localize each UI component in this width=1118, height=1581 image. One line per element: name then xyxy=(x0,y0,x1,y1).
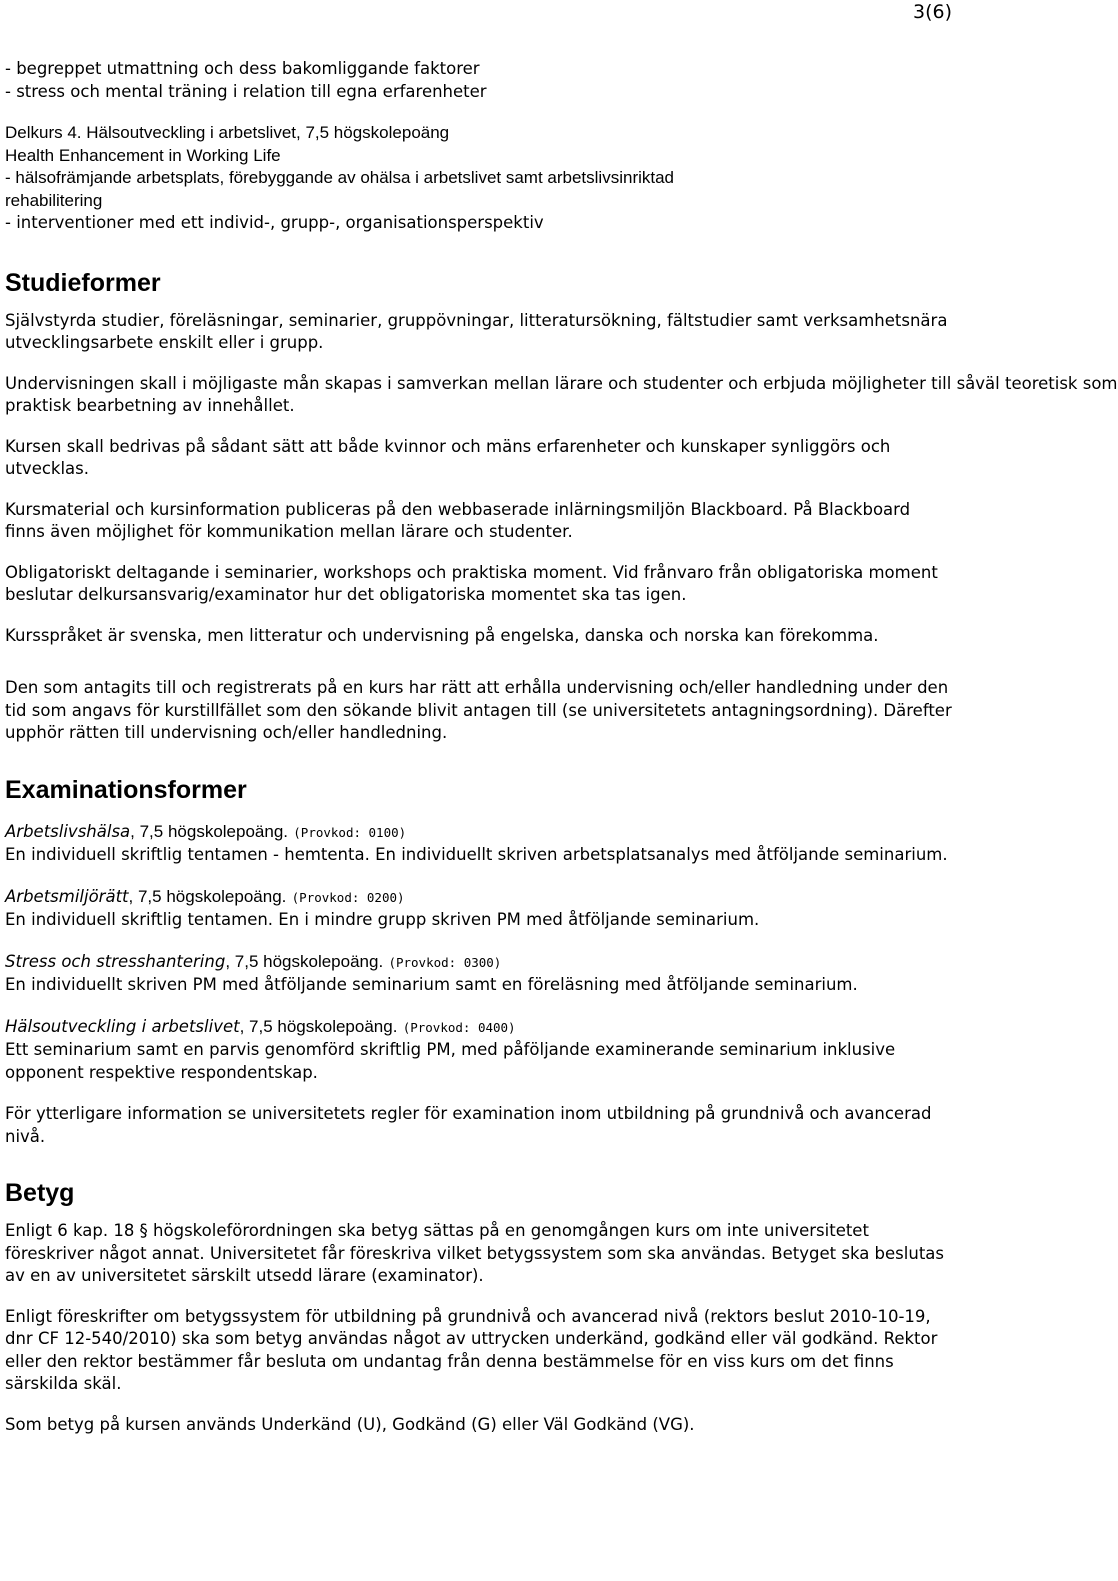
exam-provkod: (Provkod: 0100) xyxy=(293,824,407,840)
exam-credits: , 7,5 högskolepoäng. xyxy=(239,1016,398,1036)
section-heading-betyg: Betyg xyxy=(5,1179,75,1207)
delkurs-english-title: Health Enhancement in Working Life xyxy=(5,145,281,165)
exam-header xyxy=(5,951,955,975)
paragraph: Kursmaterial och kursinformation publiceras på den webbaserade inlärningsmiljön Blackboard. På Blackboard finns även möjlighet för kommunikation mellan lärare och studenter. xyxy=(5,499,911,541)
list-item: - begreppet utmattning och dess bakomliggande faktorer xyxy=(5,59,480,78)
exam-description: En individuellt skriven PM med åtföljande seminarium samt en föreläsning med åtföljande seminarium. xyxy=(5,975,858,994)
delkurs-title: Delkurs 4. Hälsoutveckling i arbetslivet, 7,5 högskolepoäng xyxy=(5,123,450,142)
exam-item xyxy=(5,951,955,997)
paragraph: Enligt föreskrifter om betygssystem för utbildning på grundnivå och avancerad nivå (rektors beslut 2010-10-19, dnr CF 12-540/2010) ska som betyg användas något av uttrycken underkänd, godkänd eller väl godkänd. Rektor eller den rektor bestämmer får besluta om undantag från denna bestämmelse för en viss kurs om det finns särskilda skäl. xyxy=(5,1306,938,1393)
exam-header xyxy=(5,1016,955,1040)
page-number: 3(6) xyxy=(912,1,952,23)
exam-name: Arbetsmiljörätt xyxy=(5,886,129,906)
paragraph: Självstyrda studier, föreläsningar, seminarier, gruppövningar, litteratursökning, fältstudier samt verksamhetsnära utvecklingsarbete enskilt eller i grupp. xyxy=(5,310,948,352)
exam-provkod: (Provkod: 0400) xyxy=(402,1019,516,1035)
exam-provkod: (Provkod: 0200) xyxy=(291,889,405,905)
list-item: - hälsofrämjande arbetsplats, förebyggande av ohälsa i arbetslivet samt arbetslivsinriktad xyxy=(5,168,675,187)
list-item: - interventioner med ett individ-, grupp-, organisationsperspektiv xyxy=(5,213,544,232)
exam-name: Hälsoutveckling i arbetslivet xyxy=(5,1016,240,1036)
document-body xyxy=(5,58,1118,1454)
exam-credits: , 7,5 högskolepoäng. xyxy=(128,886,287,906)
paragraph: Kursspråket är svenska, men litteratur och undervisning på engelska, danska och norska kan förekomma. xyxy=(5,625,879,645)
paragraph: Enligt 6 kap. 18 § högskoleförordningen ska betyg sättas på en genomgången kurs om inte universitetet föreskriver något annat. Universitetet får föreskriva vilket betygssystem som ska användas. Betyget ska beslutas av en av universitetet särskilt utsedd lärare (examinator). xyxy=(5,1221,945,1285)
paragraph: Kursen skall bedrivas på sådant sätt att både kvinnor och mäns erfarenheter och kunskaper synliggörs och utvecklas. xyxy=(5,436,891,478)
exam-description: En individuell skriftlig tentamen. En i mindre grupp skriven PM med åtföljande seminarium. xyxy=(5,910,760,929)
paragraph-line: Undervisningen skall i möjligaste mån skapas i samverkan mellan lärare och studenter och erbjuda möjligheter till såväl teoretisk som xyxy=(5,373,1118,393)
list-item-continuation: rehabilitering xyxy=(5,190,103,210)
exam-description: Ett seminarium samt en parvis genomförd skriftlig PM, med påföljande examinerande seminarium inklusive opponent respektive respondentskap. xyxy=(5,1040,896,1082)
section-heading-examinationsformer: Examinationsformer xyxy=(5,775,247,804)
exam-item xyxy=(5,821,955,867)
exam-header xyxy=(5,821,955,845)
section-heading-studieformer: Studieformer xyxy=(5,268,161,297)
exam-item xyxy=(5,1016,955,1085)
paragraph-line: praktisk bearbetning av innehållet. xyxy=(5,396,295,415)
exam-item xyxy=(5,886,955,932)
exam-closing-note: För ytterligare information se universitetets regler för examination inom utbildning på grundnivå och avancerad nivå. xyxy=(5,1104,932,1146)
paragraph: Som betyg på kursen används Underkänd (U), Godkänd (G) eller Väl Godkänd (VG). xyxy=(5,1414,695,1434)
exam-name: Stress och stresshantering xyxy=(5,951,226,971)
paragraph-undervisning xyxy=(5,373,1118,418)
exam-description: En individuell skriftlig tentamen - hemtenta. En individuellt skriven arbetsplatsanalys med åtföljande seminarium. xyxy=(5,845,948,864)
exam-name: Arbetslivshälsa xyxy=(5,821,131,841)
course-content-list xyxy=(5,58,955,235)
paragraph: Den som antagits till och registrerats på en kurs har rätt att erhålla undervisning och/eller handledning under den tid som angavs för kurstillfället som den sökande blivit antagen till (se universitetets antagningsordning). Därefter upphör rätten till undervisning och/eller handledning. xyxy=(5,678,952,742)
list-item: - stress och mental träning i relation till egna erfarenheter xyxy=(5,81,487,101)
paragraph: Obligatoriskt deltagande i seminarier, workshops och praktiska moment. Vid frånvaro från obligatoriska moment beslutar delkursansvarig/examinator hur det obligatoriska momentet ska tas igen. xyxy=(5,562,938,604)
exam-credits: , 7,5 högskolepoäng. xyxy=(130,821,289,841)
exam-header xyxy=(5,886,955,910)
exam-provkod: (Provkod: 0300) xyxy=(388,954,502,970)
exam-credits: , 7,5 högskolepoäng. xyxy=(225,951,384,971)
